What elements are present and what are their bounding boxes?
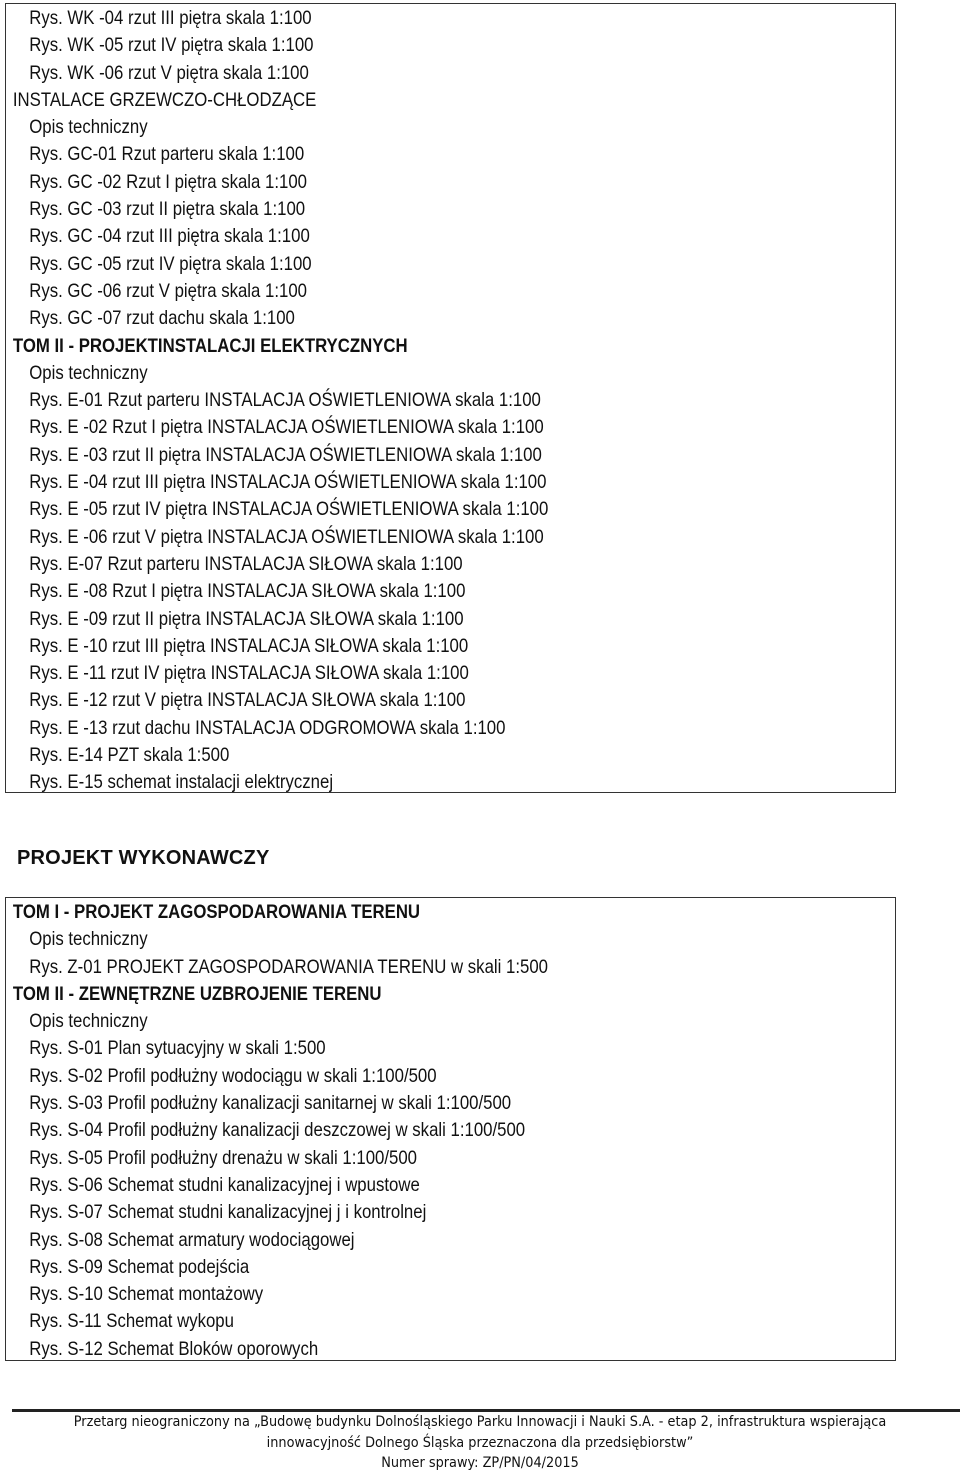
drawing-entry: Rys. GC -05 rzut IV piętra skala 1:100 [29,252,312,275]
drawing-entry: Rys. E-07 Rzut parteru INSTALACJA SIŁOWA skala 1:100 [29,552,463,575]
drawing-entry: Rys. E -03 rzut II piętra INSTALACJA OŚWIETLENIOWA skala 1:100 [29,443,542,466]
drawing-entry: Rys. GC -03 rzut II piętra skala 1:100 [29,198,306,221]
drawing-entry: Rys. WK -05 rzut IV piętra skala 1:100 [29,34,314,57]
drawing-entry: Rys. S-12 Schemat Bloków oporowych [29,1337,319,1360]
drawing-entry: Rys. S-02 Profil podłużny wodociągu w skali 1:100/500 [29,1064,437,1087]
section-title: TOM II - ZEWNĘTRZNE UZBROJENIE TERENU [12,982,382,1005]
footer-line-3: Numer sprawy: ZP/PN/04/2015 [381,1455,579,1471]
drawing-entry: Rys. E -08 Rzut I piętra INSTALACJA SIŁOWA skala 1:100 [29,580,466,603]
drawing-entry: Rys. S-03 Profil podłużny kanalizacji sanitarnej w skali 1:100/500 [29,1092,512,1115]
drawing-entry: Opis techniczny [29,928,148,951]
drawing-entry: Rys. GC-01 Rzut parteru skala 1:100 [29,143,305,166]
drawing-entry: Rys. E -12 rzut V piętra INSTALACJA SIŁOWA skala 1:100 [29,689,466,712]
drawing-entry: Rys. E -06 rzut V piętra INSTALACJA OŚWIETLENIOWA skala 1:100 [29,525,544,548]
footer-line-1: Przetarg nieograniczony na „Budowę budynku Dolnośląskiego Parku Innowacji i Nauki S.A. - etap 2, infrastruktura wspierająca [73,1414,887,1430]
drawing-entry: Rys. WK -04 rzut III piętra skala 1:100 [29,7,312,29]
drawing-entry: Opis techniczny [29,1010,148,1033]
drawing-entry: Rys. E -11 rzut IV piętra INSTALACJA SIŁOWA skala 1:100 [29,662,469,685]
drawing-list-table-1 [5,3,896,793]
drawing-entry: Rys. E -09 rzut II piętra INSTALACJA SIŁOWA skala 1:100 [29,607,464,630]
drawing-entry: Rys. E -13 rzut dachu INSTALACJA ODGROMOWA skala 1:100 [29,716,506,739]
drawing-entry: Rys. S-05 Profil podłużny drenażu w skali 1:100/500 [29,1146,418,1169]
section-title: TOM I - PROJEKT ZAGOSPODAROWANIA TERENU [12,901,421,923]
drawing-entry: Rys. GC -02 Rzut I piętra skala 1:100 [29,170,307,193]
drawing-entry: Rys. WK -06 rzut V piętra skala 1:100 [29,61,309,84]
drawing-entry: Opis techniczny [29,116,148,139]
section-label: INSTALACE GRZEWCZO-CHŁODZĄCE [12,88,317,111]
drawing-entry: Rys. E -02 Rzut I piętra INSTALACJA OŚWIETLENIOWA skala 1:100 [29,416,544,439]
drawing-entry: Opis techniczny [29,361,148,384]
section-heading: PROJEKT WYKONAWCZY [17,847,270,869]
drawing-entry: Rys. GC -04 rzut III piętra skala 1:100 [29,225,310,248]
drawing-entry: Rys. S-06 Schemat studni kanalizacyjnej i wpustowe [29,1173,420,1196]
drawing-entry: Rys. S-01 Plan sytuacyjny w skali 1:500 [29,1037,326,1060]
drawing-entry: Rys. E-01 Rzut parteru INSTALACJA OŚWIETLENIOWA skala 1:100 [29,389,541,412]
drawing-entry: Rys. S-07 Schemat studni kanalizacyjnej j i kontrolnej [29,1201,427,1224]
drawing-entry: Rys. GC -07 rzut dachu skala 1:100 [29,307,295,330]
page-footer [0,1412,960,1474]
drawing-entry: Rys. E-15 schemat instalacji elektrycznej [29,771,334,794]
drawing-entry: Rys. E -05 rzut IV piętra INSTALACJA OŚWIETLENIOWA skala 1:100 [29,498,549,521]
drawing-entry: Rys. E-14 PZT skala 1:500 [29,744,230,767]
drawing-entry: Rys. S-09 Schemat podejścia [29,1255,250,1278]
drawing-entry: Rys. GC -06 rzut V piętra skala 1:100 [29,279,307,302]
footer-line-2: innowacyjność Dolnego Śląska przeznaczona dla przedsiębiorstw” [266,1434,694,1451]
drawing-entry: Rys. S-10 Schemat montażowy [29,1283,264,1306]
section-title: TOM II - PROJEKTINSTALACJI ELEKTRYCZNYCH [12,334,408,357]
drawing-entry: Rys. S-08 Schemat armatury wodociągowej [29,1228,355,1251]
drawing-entry: Rys. S-04 Profil podłużny kanalizacji deszczowej w skali 1:100/500 [29,1119,526,1142]
drawing-entry: Rys. E -10 rzut III piętra INSTALACJA SIŁOWA skala 1:100 [29,634,469,657]
drawing-entry: Rys. S-11 Schemat wykopu [29,1310,234,1333]
drawing-entry: Rys. Z-01 PROJEKT ZAGOSPODAROWANIA TERENU w skali 1:500 [29,955,548,978]
drawing-entry: Rys. E -04 rzut III piętra INSTALACJA OŚWIETLENIOWA skala 1:100 [29,471,547,494]
drawing-list-table-2 [5,897,896,1361]
